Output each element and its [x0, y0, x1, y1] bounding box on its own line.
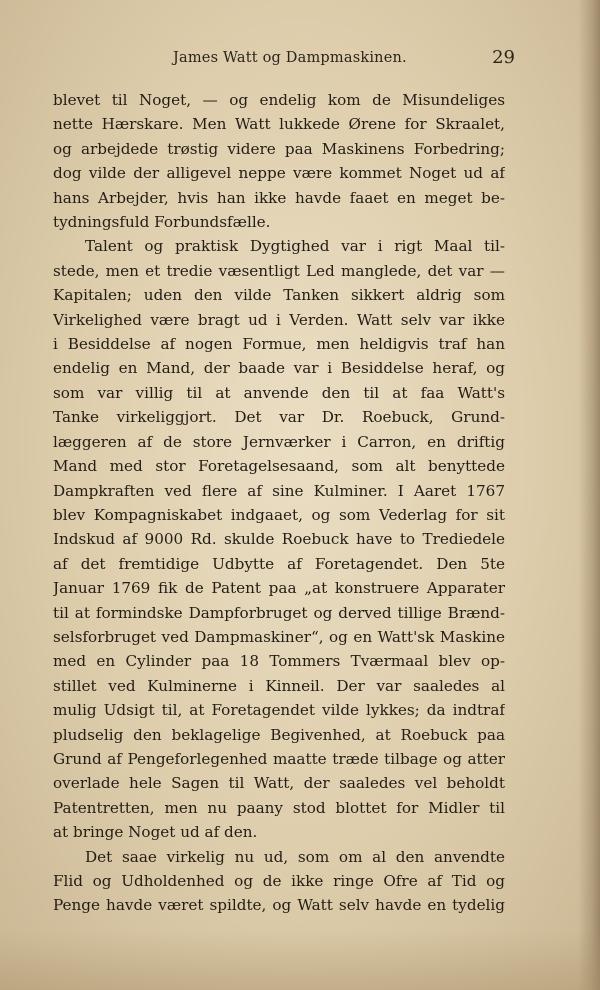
text-line: endelig en Mand, der baade var i Besiddelse heraf, og: [53, 359, 505, 378]
text-line: til at formindske Dampforbruget og derved tillige Brænd-: [53, 603, 505, 622]
text-line: af det fremtidige Udbytte af Foretagendet. Den 5te: [53, 554, 505, 573]
text-line: stede, men et tredie væsentligt Led manglede, det var —: [53, 261, 505, 280]
page-header: [55, 47, 515, 74]
text-line: Virkelighed være bragt ud i Verden. Watt selv var ikke: [53, 310, 505, 329]
text-line: Patentretten, men nu paany stod blottet for Midler til: [53, 798, 505, 817]
text-line: Kapitalen; uden den vilde Tanken sikkert aldrig som: [53, 286, 505, 305]
page-number: 29: [492, 47, 515, 68]
text-line: blevet til Noget, — og endelig kom de Misundeliges: [53, 91, 505, 109]
text-line: og arbejdede trøstig videre paa Maskinens Forbedring;: [53, 139, 505, 158]
running-head: James Watt og Dampmaskinen.: [173, 50, 407, 66]
text-line: stillet ved Kulminerne i Kinneil. Der var saaledes al: [53, 676, 505, 695]
text-line: overlade hele Sagen til Watt, der saaledes vel beholdt: [53, 774, 505, 793]
text-line: hans Arbejder, hvis han ikke havde faaet en meget be-: [53, 188, 505, 207]
text-line: mulig Udsigt til, at Foretagendet vilde lykkes; da indtraf: [53, 701, 505, 720]
text-line: Talent og praktisk Dygtighed var i rigt Maal til-: [85, 237, 505, 256]
text-line: læggeren af de store Jernværker i Carron, en driftig: [53, 432, 505, 451]
text-line: at bringe Noget ud af den.: [53, 823, 258, 842]
page-edge-shadow: [578, 0, 600, 990]
text-line: tydningsfuld Forbundsfælle.: [53, 213, 271, 232]
body-text: [53, 88, 505, 918]
text-line: med en Cylinder paa 18 Tommers Tværmaal blev op-: [53, 652, 505, 671]
text-line: selsforbruget ved Dampmaskiner“, og en Watt'sk Maskine: [53, 627, 505, 646]
text-line: i Besiddelse af nogen Formue, men heldigvis traf han: [53, 335, 505, 354]
page-bottom-shadow: [0, 930, 600, 990]
text-line: Mand med stor Foretagelsesaand, som alt benyttede: [53, 457, 505, 476]
text-line: Grund af Pengeforlegenhed maatte træde tilbage og atter: [53, 749, 505, 768]
text-line: som var villig til at anvende den til at faa Watt's: [53, 383, 505, 402]
text-line: Indskud af 9000 Rd. skulde Roebuck have to Trediedele: [53, 530, 505, 549]
text-line: blev Kompagniskabet indgaaet, og som Vederlag for sit: [53, 505, 505, 524]
text-line: Dampkraften ved flere af sine Kulminer. I Aaret 1767: [53, 481, 505, 500]
text-line: Tanke virkeliggjort. Det var Dr. Roebuck, Grund-: [53, 408, 505, 427]
text-line: nette Hærskare. Men Watt lukkede Ørene for Skraalet,: [53, 115, 505, 134]
text-line: Det saae virkelig nu ud, som om al den anvendte: [85, 847, 505, 866]
text-line: dog vilde der alligevel neppe være kommet Noget ud af: [53, 164, 505, 183]
text-line: Januar 1769 fik de Patent paa „at konstruere Apparater: [53, 579, 505, 598]
text-line: Flid og Udholdenhed og de ikke ringe Ofre af Tid og: [53, 872, 505, 890]
text-line: pludselig den beklagelige Begivenhed, at Roebuck paa: [53, 725, 505, 744]
text-line: Penge havde været spildte, og Watt selv havde en tydelig: [53, 896, 505, 915]
